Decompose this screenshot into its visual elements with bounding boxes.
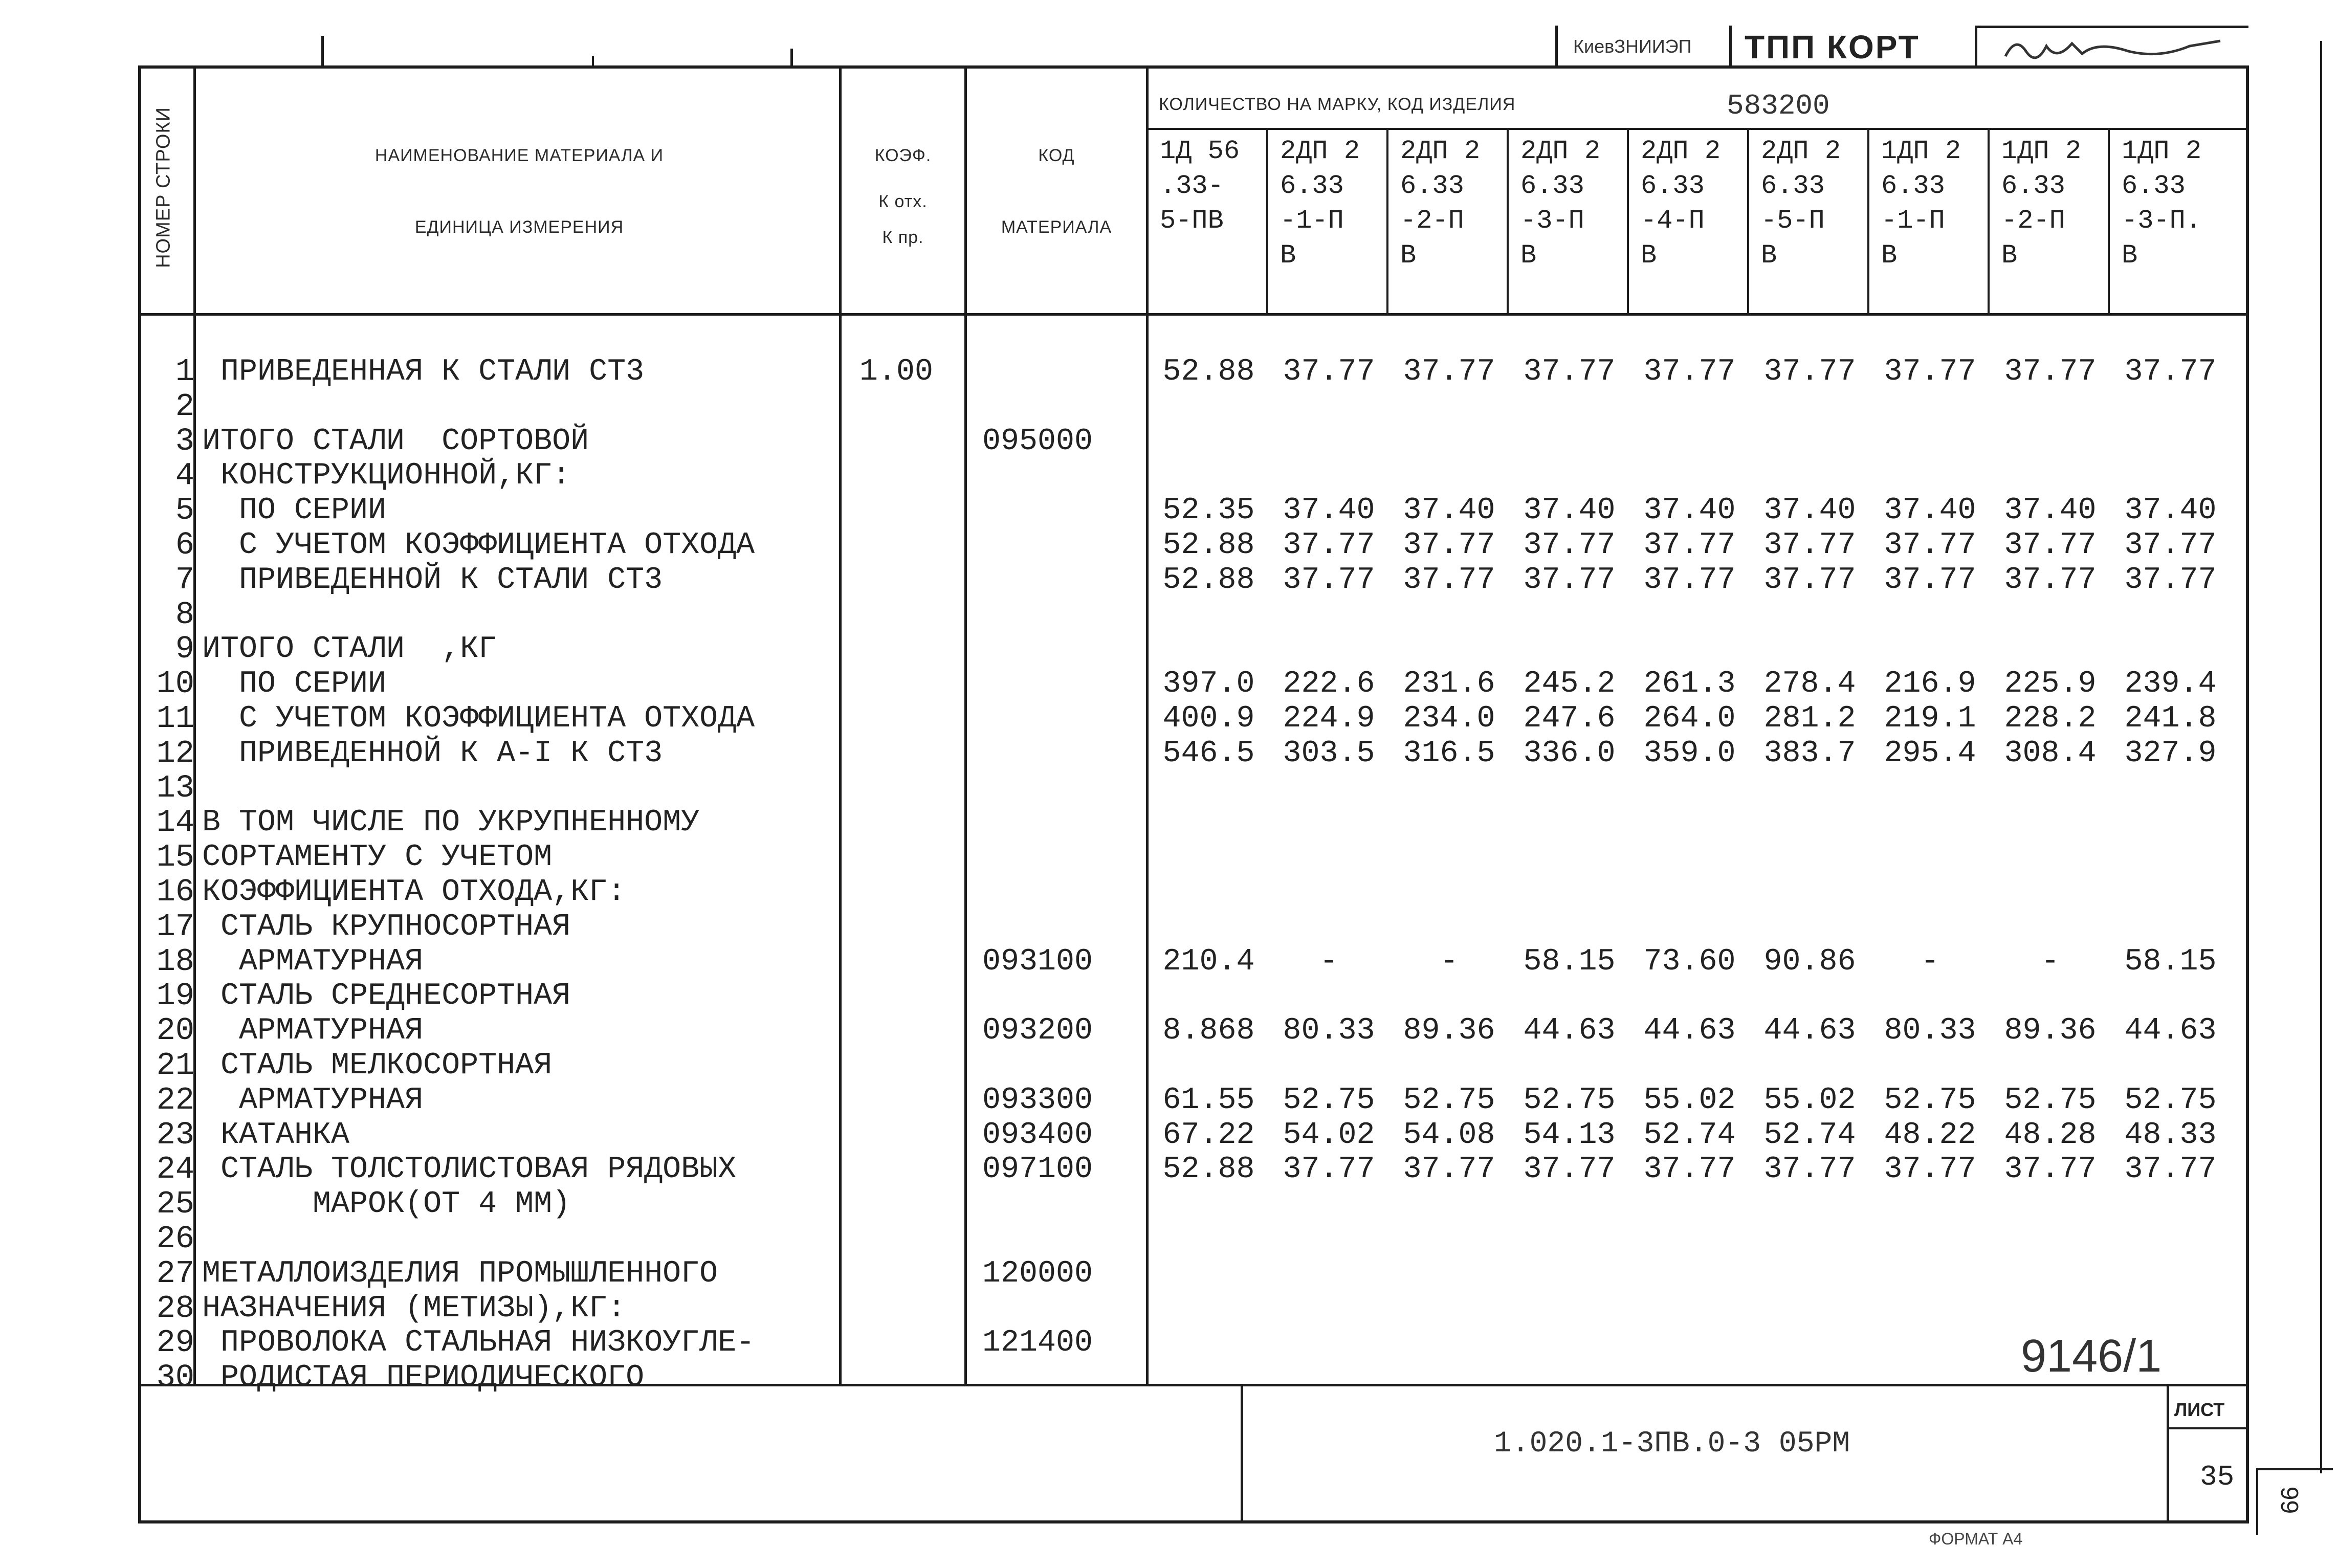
table-row (0, 599, 2338, 631)
material-code: 093200 (982, 1013, 1093, 1048)
quantity-value: 44.63 (1643, 1013, 1736, 1048)
quantity-value: 241.8 (2124, 701, 2217, 736)
table-row (0, 1324, 2338, 1361)
material-name: НАЗНАЧЕНИЯ (МЕТИЗЫ),КГ: (202, 1291, 626, 1326)
material-name: С УЧЕТОМ КОЭФФИЦИЕНТА ОТХОДА (202, 528, 755, 563)
material-name: В ТОМ ЧИСЛЕ ПО УКРУПНЕННОМУ (202, 805, 700, 840)
row-number: 12 (156, 735, 194, 771)
table-row (0, 772, 2338, 805)
row-number: 8 (175, 597, 194, 633)
row-number: 2 (175, 388, 194, 425)
row-number: 18 (156, 943, 194, 980)
coef-header-line1: КОЭФ. (874, 146, 932, 165)
stamp-border (1975, 26, 1977, 67)
frame-top (138, 65, 2248, 69)
row-number: 13 (156, 770, 194, 806)
quantity-value: 37.77 (2124, 528, 2217, 563)
row-number: 11 (156, 700, 194, 737)
product-mark-header (2110, 134, 2231, 303)
header-bottom-line (138, 313, 2248, 316)
quantity-value: 383.7 (1763, 736, 1856, 771)
quantity-value: 400.9 (1162, 701, 1255, 736)
table-row (0, 1361, 2338, 1394)
quantity-value: 239.4 (2124, 667, 2217, 701)
product-mark-header (1509, 134, 1629, 303)
quantity-value: 52.75 (2124, 1083, 2217, 1118)
handwritten-number: 9146/1 (2021, 1331, 2162, 1382)
quantity-value: 54.02 (1283, 1118, 1375, 1153)
product-mark-line: 1ДП 2 (2001, 136, 2082, 166)
material-name: ИТОГО СТАЛИ ,КГ (202, 632, 497, 667)
row-number: 16 (156, 874, 194, 910)
quantity-value: 37.77 (1283, 1152, 1375, 1187)
quantity-value: 52.75 (1283, 1083, 1375, 1118)
product-mark-line: -5-П (1761, 206, 1825, 236)
quantity-value: 281.2 (1763, 701, 1856, 736)
quantity-value: 37.77 (2004, 355, 2097, 389)
table-row (0, 911, 2338, 943)
qty-header-line (1146, 128, 2248, 130)
coef-header-line3: К пр. (882, 228, 924, 247)
quantity-value: 37.77 (1643, 355, 1736, 389)
quantity-value: 44.63 (1763, 1013, 1856, 1048)
quantity-value: - (2041, 944, 2060, 979)
table-row (0, 1292, 2338, 1325)
row-number: 17 (156, 909, 194, 945)
quantity-value: 231.6 (1403, 667, 1495, 701)
table-row (0, 841, 2338, 874)
quantity-value: - (1440, 944, 1459, 979)
product-mark-line: В (1520, 240, 1537, 271)
material-code: 097100 (982, 1152, 1093, 1187)
quantity-value: 37.77 (1763, 528, 1856, 563)
quantity-value: 58.15 (1523, 944, 1616, 979)
table-row (0, 980, 2338, 1012)
product-mark-header (1990, 134, 2110, 303)
product-mark-line: 6.33 (1400, 171, 1464, 201)
sheet-number: 35 (2200, 1461, 2235, 1493)
table-row (0, 564, 2338, 597)
quantity-value: 308.4 (2004, 736, 2097, 771)
right-edge-line (2320, 41, 2322, 1473)
material-name: ПО СЕРИИ (202, 667, 387, 701)
product-mark-line: 6.33 (1881, 171, 1945, 201)
table-row (0, 633, 2338, 666)
quantity-value: 52.88 (1162, 528, 1255, 563)
table-row (0, 1084, 2338, 1117)
top-tick (592, 56, 594, 68)
quantity-value: 222.6 (1283, 667, 1375, 701)
quantity-value: 37.77 (1763, 563, 1856, 598)
row-number: 19 (156, 978, 194, 1014)
product-mark-line: В (1280, 240, 1296, 271)
material-name: КОЭФФИЦИЕНТА ОТХОДА,КГ: (202, 875, 626, 910)
name-header-line1: НАИМЕНОВАНИЕ МАТЕРИАЛА И (374, 146, 664, 165)
material-name: КОНСТРУКЦИОННОЙ,КГ: (202, 458, 571, 493)
quantity-value: 37.77 (1283, 528, 1375, 563)
stamp-org-main: ТПП КОРТ (1745, 29, 1920, 65)
quantity-value: 73.60 (1643, 944, 1736, 979)
quantity-value: 336.0 (1523, 736, 1616, 771)
quantity-value: 48.28 (2004, 1118, 2097, 1153)
quantity-value: 37.77 (2004, 1152, 2097, 1187)
side-box (2256, 1468, 2258, 1535)
row-number: 14 (156, 804, 194, 841)
table-row (0, 1153, 2338, 1186)
quantity-value: 37.40 (1763, 493, 1856, 528)
quantity-value: 89.36 (2004, 1013, 2097, 1048)
quantity-value: 55.02 (1763, 1083, 1856, 1118)
quantity-value: 37.77 (1884, 528, 1976, 563)
row-number: 4 (175, 457, 194, 494)
product-mark-line: -1-П (1881, 206, 1945, 236)
footer-sheet-line (2167, 1427, 2248, 1429)
table-row (0, 356, 2338, 388)
material-name: С УЧЕТОМ КОЭФФИЦИЕНТА ОТХОДА (202, 701, 755, 736)
frame-bottom (138, 1520, 2248, 1523)
table-row (0, 1119, 2338, 1152)
table-row (0, 494, 2338, 527)
quantity-value: 52.75 (1403, 1083, 1495, 1118)
product-mark-line: 1ДП 2 (2122, 136, 2202, 166)
material-name: СТАЛЬ СРЕДНЕСОРТНАЯ (202, 979, 571, 1013)
qty-header: КОЛИЧЕСТВО НА МАРКУ, КОД ИЗДЕЛИЯ (1159, 95, 1516, 114)
table-row (0, 459, 2338, 492)
quantity-value: 54.08 (1403, 1118, 1495, 1153)
quantity-value: 327.9 (2124, 736, 2217, 771)
product-mark-line: В (1761, 240, 1777, 271)
quantity-value: 245.2 (1523, 667, 1616, 701)
top-tick (790, 49, 793, 67)
coefficient: 1.00 (859, 355, 934, 389)
product-mark-line: 2ДП 2 (1280, 136, 1360, 166)
quantity-value: 67.22 (1162, 1118, 1255, 1153)
quantity-value: 52.35 (1162, 493, 1255, 528)
product-mark-line: В (2122, 240, 2138, 271)
table-row (0, 806, 2338, 839)
material-name: СТАЛЬ КРУПНОСОРТНАЯ (202, 910, 571, 944)
table-row (0, 390, 2338, 423)
quantity-value: 37.77 (1643, 563, 1736, 598)
table-row (0, 876, 2338, 909)
row-number: 5 (175, 492, 194, 528)
side-number: 66 (2277, 1486, 2304, 1514)
quantity-value: 48.33 (2124, 1118, 2217, 1153)
row-number: 22 (156, 1082, 194, 1118)
quantity-value: 234.0 (1403, 701, 1495, 736)
product-mark-header (1149, 134, 1269, 303)
row-number: 3 (175, 423, 194, 459)
signature-icon (1995, 31, 2231, 67)
product-mark-line: 6.33 (1280, 171, 1344, 201)
quantity-value: 37.40 (1523, 493, 1616, 528)
product-mark-line: -4-П (1641, 206, 1705, 236)
quantity-value: 52.75 (1884, 1083, 1976, 1118)
product-code: 583200 (1727, 90, 1830, 122)
quantity-value: 224.9 (1283, 701, 1375, 736)
product-mark-line: 6.33 (2122, 171, 2186, 201)
quantity-value: 303.5 (1283, 736, 1375, 771)
quantity-value: 52.88 (1162, 355, 1255, 389)
quantity-value: 546.5 (1162, 736, 1255, 771)
row-number: 25 (156, 1186, 194, 1222)
quantity-value: 37.77 (1643, 1152, 1736, 1187)
quantity-value: 54.13 (1523, 1118, 1616, 1153)
quantity-value: 37.77 (1884, 355, 1976, 389)
quantity-value: 228.2 (2004, 701, 2097, 736)
product-mark-line: В (1641, 240, 1657, 271)
quantity-value: 37.40 (1884, 493, 1976, 528)
row-number: 26 (156, 1221, 194, 1257)
quantity-value: 37.77 (1283, 355, 1375, 389)
row-number: 23 (156, 1117, 194, 1153)
quantity-value: 37.77 (1403, 1152, 1495, 1187)
material-code: 095000 (982, 424, 1093, 459)
code-header-line2: МАТЕРИАЛА (1001, 217, 1112, 237)
quantity-value: 89.36 (1403, 1013, 1495, 1048)
quantity-value: 225.9 (2004, 667, 2097, 701)
row-number: 24 (156, 1151, 194, 1187)
quantity-value: 58.15 (2124, 944, 2217, 979)
row-number: 21 (156, 1047, 194, 1084)
row-number: 15 (156, 839, 194, 875)
quantity-value: 37.77 (2004, 528, 2097, 563)
quantity-value: 37.77 (2124, 563, 2217, 598)
quantity-value: 52.74 (1763, 1118, 1856, 1153)
material-name: ИТОГО СТАЛИ СОРТОВОЙ (202, 424, 589, 459)
quantity-value: 219.1 (1884, 701, 1976, 736)
quantity-value: 316.5 (1403, 736, 1495, 771)
quantity-value: 216.9 (1884, 667, 1976, 701)
row-number: 27 (156, 1255, 194, 1292)
product-mark-line: В (1400, 240, 1417, 271)
quantity-value: 37.77 (2124, 355, 2217, 389)
quantity-value: 8.868 (1162, 1013, 1255, 1048)
quantity-value: 397.0 (1162, 667, 1255, 701)
product-mark-line: 6.33 (2001, 171, 2065, 201)
quantity-value: 52.75 (2004, 1083, 2097, 1118)
material-name: ПО СЕРИИ (202, 493, 387, 528)
table-row (0, 1014, 2338, 1047)
row-number: 29 (156, 1324, 194, 1361)
row-number: 20 (156, 1012, 194, 1049)
product-mark-line: 1ДП 2 (1881, 136, 1961, 166)
row-number: 9 (175, 631, 194, 667)
material-name: МАРОК(ОТ 4 ММ) (202, 1187, 571, 1222)
quantity-value: 80.33 (1283, 1013, 1375, 1048)
quantity-value: 37.77 (1523, 1152, 1616, 1187)
quantity-value: 37.77 (1643, 528, 1736, 563)
product-mark-line: -2-П (1400, 206, 1464, 236)
material-name: СТАЛЬ ТОЛСТОЛИСТОВАЯ РЯДОВЫХ (202, 1152, 737, 1187)
quantity-value: 261.3 (1643, 667, 1736, 701)
quantity-value: 52.88 (1162, 563, 1255, 598)
quantity-value: 210.4 (1162, 944, 1255, 979)
top-tick (321, 36, 324, 67)
stamp-border (1729, 26, 1732, 67)
quantity-value: 295.4 (1884, 736, 1976, 771)
quantity-value: 37.77 (1523, 355, 1616, 389)
document-code: 1.020.1-3ПВ.0-3 05РМ (1494, 1427, 1850, 1461)
product-mark-line: 2ДП 2 (1400, 136, 1481, 166)
quantity-value: 37.77 (1763, 355, 1856, 389)
product-mark-line: В (1881, 240, 1898, 271)
product-mark-header (1269, 134, 1389, 303)
table-row (0, 668, 2338, 700)
product-mark-line: 6.33 (1641, 171, 1705, 201)
footer-sheet-divider (2167, 1384, 2169, 1522)
material-name: СТАЛЬ МЕЛКОСОРТНАЯ (202, 1048, 553, 1083)
name-header-line2: ЕДИНИЦА ИЗМЕРЕНИЯ (414, 217, 624, 237)
product-mark-line: -2-П (2001, 206, 2065, 236)
table-row (0, 737, 2338, 770)
quantity-value: 37.77 (1523, 528, 1616, 563)
material-code: 093100 (982, 944, 1093, 979)
product-mark-header (1389, 134, 1509, 303)
coef-header-line2: К отх. (878, 192, 928, 211)
quantity-value: - (1921, 944, 1939, 979)
quantity-value: 37.40 (2124, 493, 2217, 528)
stamp-border (1975, 26, 2248, 28)
quantity-value: 44.63 (2124, 1013, 2217, 1048)
quantity-value: 37.77 (1403, 563, 1495, 598)
stamp-border (1555, 26, 1558, 67)
sheet-label: ЛИСТ (2174, 1399, 2225, 1420)
quantity-value: 52.74 (1643, 1118, 1736, 1153)
quantity-value: 37.40 (1643, 493, 1736, 528)
material-name: ПРИВЕДЕННАЯ К СТАЛИ СТ3 (202, 355, 645, 389)
material-name: ПРИВЕДЕННОЙ К СТАЛИ СТ3 (202, 563, 663, 598)
material-code: 121400 (982, 1326, 1093, 1360)
row-number: 1 (175, 354, 194, 390)
table-row (0, 945, 2338, 978)
product-mark-line: 2ДП 2 (1641, 136, 1721, 166)
material-name: ПРИВЕДЕННОЙ К А-I К СТ3 (202, 736, 663, 771)
quantity-value: 37.77 (1763, 1152, 1856, 1187)
material-name: МЕТАЛЛОИЗДЕЛИЯ ПРОМЫШЛЕННОГО (202, 1256, 718, 1291)
quantity-value: 52.75 (1523, 1083, 1616, 1118)
quantity-value: 37.77 (1523, 563, 1616, 598)
material-code: 093300 (982, 1083, 1093, 1118)
product-mark-line: 6.33 (1520, 171, 1584, 201)
quantity-value: 37.40 (1283, 493, 1375, 528)
table-row (0, 1049, 2338, 1082)
quantity-value: 55.02 (1643, 1083, 1736, 1118)
quantity-value: 278.4 (1763, 667, 1856, 701)
quantity-value: 80.33 (1884, 1013, 1976, 1048)
quantity-value: 37.77 (2004, 563, 2097, 598)
product-mark-line: 6.33 (1761, 171, 1825, 201)
product-mark-line: 5-ПВ (1160, 206, 1224, 236)
row-number: 30 (156, 1359, 194, 1396)
quantity-value: 37.40 (1403, 493, 1495, 528)
table-row (0, 529, 2338, 562)
quantity-value: 37.77 (1884, 563, 1976, 598)
format-label: ФОРМАТ А4 (1929, 1530, 2023, 1548)
quantity-value: - (1319, 944, 1338, 979)
quantity-value: 37.77 (1403, 355, 1495, 389)
row-number: 10 (156, 666, 194, 702)
quantity-value: 359.0 (1643, 736, 1736, 771)
quantity-value: 37.77 (1283, 563, 1375, 598)
product-mark-line: В (2001, 240, 2018, 271)
quantity-value: 90.86 (1763, 944, 1856, 979)
material-name: АРМАТУРНАЯ (202, 1083, 424, 1118)
quantity-value: 37.77 (1884, 1152, 1976, 1187)
table-row (0, 1257, 2338, 1290)
product-mark-line: 2ДП 2 (1761, 136, 1841, 166)
material-code: 093400 (982, 1118, 1093, 1153)
product-mark-line: 2ДП 2 (1520, 136, 1601, 166)
quantity-value: 48.22 (1884, 1118, 1976, 1153)
quantity-value: 52.88 (1162, 1152, 1255, 1187)
table-row (0, 702, 2338, 735)
table-row (0, 1223, 2338, 1255)
material-name: ПРОВОЛОКА СТАЛЬНАЯ НИЗКОУГЛЕ- (202, 1326, 755, 1360)
quantity-value: 37.77 (2124, 1152, 2217, 1187)
stamp-org-top: КиевЗНИИЭП (1573, 36, 1692, 57)
material-name: КАТАНКА (202, 1118, 350, 1153)
product-mark-header (1870, 134, 1990, 303)
product-mark-line: -3-П (1520, 206, 1584, 236)
material-code: 120000 (982, 1256, 1093, 1291)
table-row (0, 1188, 2338, 1221)
quantity-value: 37.40 (2004, 493, 2097, 528)
product-mark-header (1750, 134, 1870, 303)
product-mark-line: 1Д 56 (1160, 136, 1240, 166)
row-number: 28 (156, 1290, 194, 1327)
table-row (0, 425, 2338, 458)
material-name: СОРТАМЕНТУ С УЧЕТОМ (202, 840, 553, 875)
quantity-value: 37.77 (1403, 528, 1495, 563)
footer-divider (1241, 1384, 1243, 1522)
row-number: 6 (175, 527, 194, 563)
quantity-value: 61.55 (1162, 1083, 1255, 1118)
code-header-line1: КОД (1038, 146, 1075, 165)
material-name: РОДИСТАЯ ПЕРИОДИЧЕСКОГО (202, 1360, 645, 1395)
product-mark-header (1629, 134, 1750, 303)
quantity-value: 264.0 (1643, 701, 1736, 736)
row-number-header: НОМЕР СТРОКИ (152, 107, 174, 268)
material-name: АРМАТУРНАЯ (202, 944, 424, 979)
row-number: 7 (175, 562, 194, 598)
quantity-value: 44.63 (1523, 1013, 1616, 1048)
product-mark-line: -3-П. (2122, 206, 2202, 236)
product-mark-line: -1-П (1280, 206, 1344, 236)
quantity-value: 247.6 (1523, 701, 1616, 736)
product-mark-line: .33- (1160, 171, 1224, 201)
material-name: АРМАТУРНАЯ (202, 1013, 424, 1048)
